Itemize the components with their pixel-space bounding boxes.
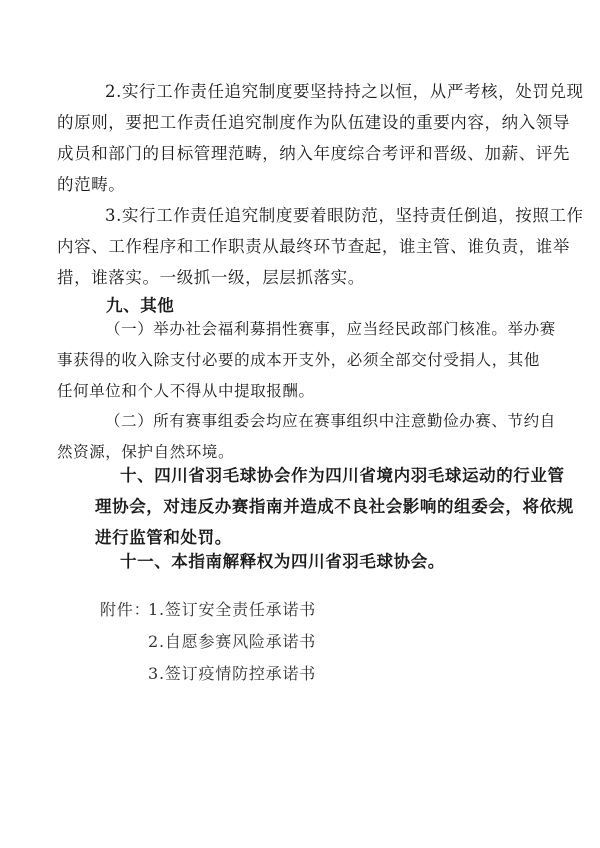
section-9-item-1 <box>57 314 556 407</box>
item-3-paragraph <box>57 200 584 293</box>
text-line: （二）所有赛事组委会均应在赛事组织中注意勤俭办赛、节约自 <box>105 412 556 430</box>
attachment-item: 3.签订疫情防控承诺书 <box>148 664 317 683</box>
section-9-heading: 九、其他 <box>106 296 175 315</box>
text-line: 3.实行工作责任追究制度要着眼防范，坚持责任倒追，按照工作 <box>105 206 584 225</box>
attachments-label: 附件： <box>100 600 151 619</box>
section-9-item-2 <box>57 406 556 468</box>
text-line: （一）举办社会福利募捐性赛事，应当经民政部门核准。举办赛 <box>105 320 556 338</box>
section-11-heading: 十一、本指南解释权为四川省羽毛球协会。 <box>120 552 445 571</box>
text-line: 然资源，保护自然环境。 <box>57 443 235 461</box>
section-10-paragraph <box>95 460 574 553</box>
item-2-paragraph <box>57 76 584 200</box>
text-line: 理协会，对违反办赛指南并造成不良社会影响的组委会，将依规 <box>95 497 574 516</box>
text-line: 2.实行工作责任追究制度要坚持持之以恒，从严考核，处罚兑现 <box>105 82 584 101</box>
text-line: 任何单位和个人不得从中提取报酬。 <box>57 382 315 400</box>
text-line: 措，谁落实。一级抓一级，层层抓落实。 <box>57 268 365 287</box>
text-line: 内容、工作程序和工作职责从最终环节查起，谁主管、谁负责，谁举 <box>57 237 570 256</box>
text-line: 十、四川省羽毛球协会作为四川省境内羽毛球运动的行业管 <box>120 466 565 485</box>
text-line: 的原则，要把工作责任追究制度作为队伍建设的重要内容，纳入领导 <box>57 113 570 132</box>
text-line: 进行监管和处罚。 <box>95 528 232 547</box>
text-line: 事获得的收入除支付必要的成本开支外，必须全部交付受捐人，其他 <box>57 351 541 369</box>
text-line: 的范畴。 <box>57 175 126 194</box>
text-line: 成员和部门的目标管理范畴，纳入年度综合考评和晋级、加薪、评先 <box>57 144 570 163</box>
attachment-item: 1.签订安全责任承诺书 <box>148 600 317 619</box>
attachment-item: 2.自愿参赛风险承诺书 <box>148 632 317 651</box>
